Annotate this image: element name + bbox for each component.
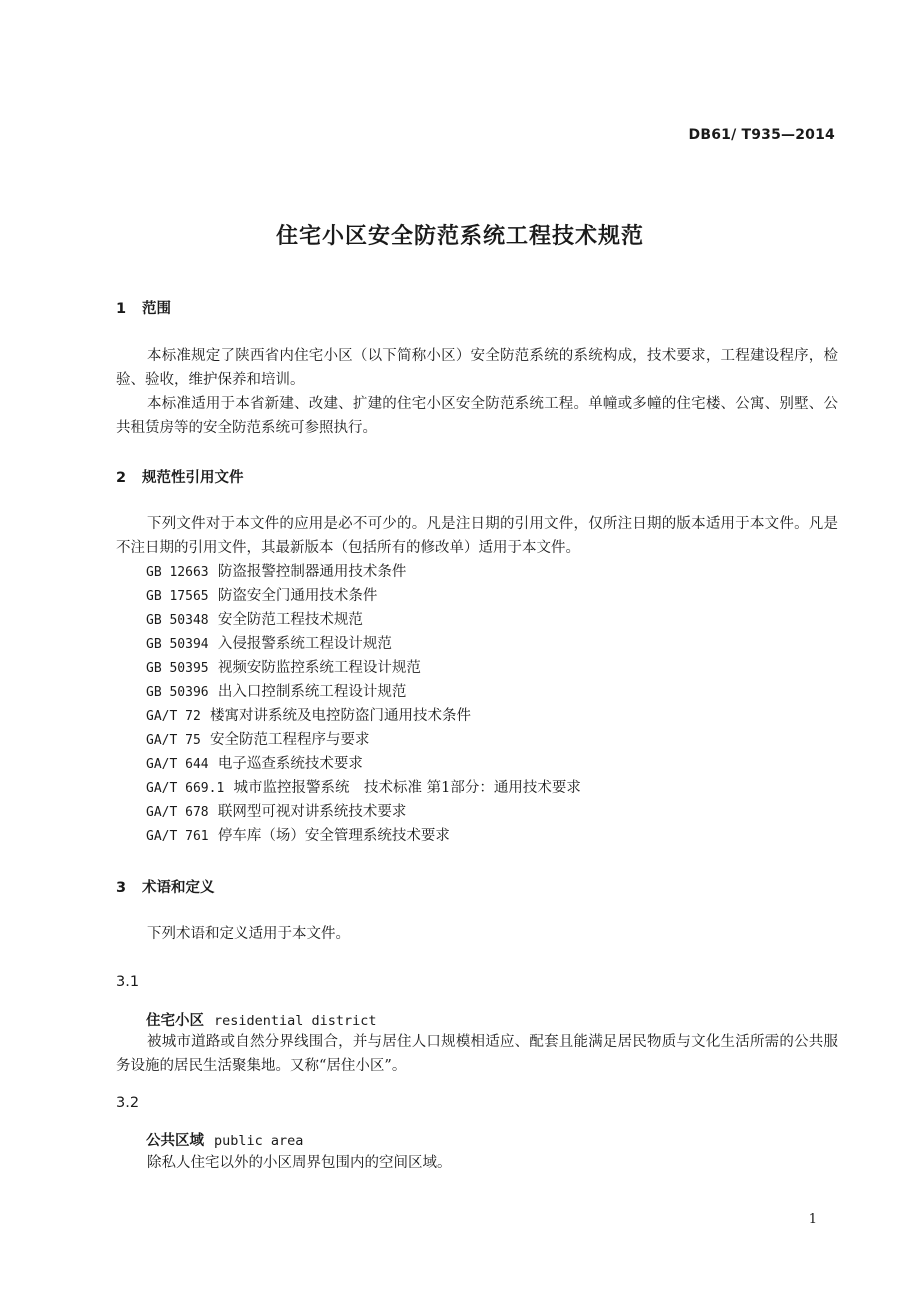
section-3-heading <box>116 876 215 897</box>
reference-name: 防盗报警控制器通用技术条件 <box>217 564 407 580</box>
reference-code: GA/T 678 <box>146 805 209 820</box>
reference-name: 安全防范工程技术规范 <box>217 612 363 628</box>
term-number: 3.1 <box>116 974 140 990</box>
section-title: 术语和定义 <box>142 880 215 896</box>
section-title: 范围 <box>142 301 171 317</box>
reference-name: 停车库（场）安全管理系统技术要求 <box>217 828 450 844</box>
reference-item <box>146 584 377 609</box>
reference-name: 防盗安全门通用技术条件 <box>217 588 378 604</box>
reference-item <box>146 704 471 729</box>
reference-item <box>146 800 406 825</box>
reference-code: GA/T 644 <box>146 757 209 772</box>
reference-name: 城市监控报警系统 技术标准 第1部分：通用技术要求 <box>233 780 581 796</box>
section-2-heading <box>116 466 244 487</box>
section-2-intro: 下列文件对于本文件的应用是必不可少的。凡是注日期的引用文件，仅所注日期的版本适用于本文件。凡是不注日期的引用文件，其最新版本（包括所有的修改单）适用于本文件。 <box>116 516 838 556</box>
reference-code: GB 50394 <box>146 637 209 652</box>
reference-name: 电子巡查系统技术要求 <box>217 756 363 772</box>
term-chinese: 住宅小区 <box>146 1013 204 1029</box>
reference-item <box>146 752 363 777</box>
term-number: 3.2 <box>116 1095 140 1111</box>
reference-item <box>146 776 581 801</box>
section-1-paragraph-2: 本标准适用于本省新建、改建、扩建的住宅小区安全防范系统工程。单幢或多幢的住宅楼、公寓、别墅、公共租赁房等的安全防范系统可参照执行。 <box>116 396 838 436</box>
section-3-intro: 下列术语和定义适用于本文件。 <box>147 926 350 942</box>
reference-name: 联网型可视对讲系统技术要求 <box>217 804 407 820</box>
page-number: 1 <box>808 1212 817 1227</box>
reference-code: GB 12663 <box>146 565 209 580</box>
term-heading <box>146 1009 377 1030</box>
reference-code: GA/T 75 <box>146 733 201 748</box>
reference-name: 安全防范工程程序与要求 <box>210 732 370 748</box>
reference-item <box>146 680 406 705</box>
section-number: 2 <box>116 470 127 486</box>
reference-item <box>146 608 363 633</box>
reference-code: GB 50395 <box>146 661 209 676</box>
term-english: residential district <box>214 1013 377 1029</box>
section-1-heading <box>116 297 171 318</box>
term-english: public area <box>214 1133 304 1149</box>
section-title: 规范性引用文件 <box>142 470 244 486</box>
reference-item <box>146 728 370 753</box>
reference-item <box>146 656 421 681</box>
reference-name: 出入口控制系统工程设计规范 <box>217 684 407 700</box>
reference-item <box>146 560 406 585</box>
section-1-paragraph-1: 本标准规定了陕西省内住宅小区（以下简称小区）安全防范系统的系统构成，技术要求，工程建设程序，检验、验收，维护保养和培训。 <box>116 348 838 388</box>
reference-item <box>146 632 392 657</box>
reference-code: GB 50348 <box>146 613 209 628</box>
reference-name: 楼寓对讲系统及电控防盗门通用技术条件 <box>210 708 472 724</box>
document-code: DB61/ T935—2014 <box>688 127 835 143</box>
reference-name: 视频安防监控系统工程设计规范 <box>217 660 421 676</box>
section-number: 1 <box>116 301 127 317</box>
document-title: 住宅小区安全防范系统工程技术规范 <box>275 224 644 249</box>
reference-code: GB 17565 <box>146 589 209 604</box>
term-definition: 被城市道路或自然分界线围合，并与居住人口规模相适应、配套且能满足居民物质与文化生活所需的公共服务设施的居民生活聚集地。又称“居住小区”。 <box>116 1034 838 1074</box>
section-number: 3 <box>116 880 127 896</box>
reference-item <box>146 824 450 849</box>
reference-code: GA/T 761 <box>146 829 209 844</box>
term-heading <box>146 1129 303 1150</box>
reference-code: GA/T 669.1 <box>146 781 225 796</box>
reference-code: GB 50396 <box>146 685 209 700</box>
term-definition: 除私人住宅以外的小区周界包围内的空间区域。 <box>147 1155 452 1171</box>
reference-name: 入侵报警系统工程设计规范 <box>217 636 392 652</box>
term-chinese: 公共区域 <box>146 1133 204 1149</box>
reference-code: GA/T 72 <box>146 709 201 724</box>
